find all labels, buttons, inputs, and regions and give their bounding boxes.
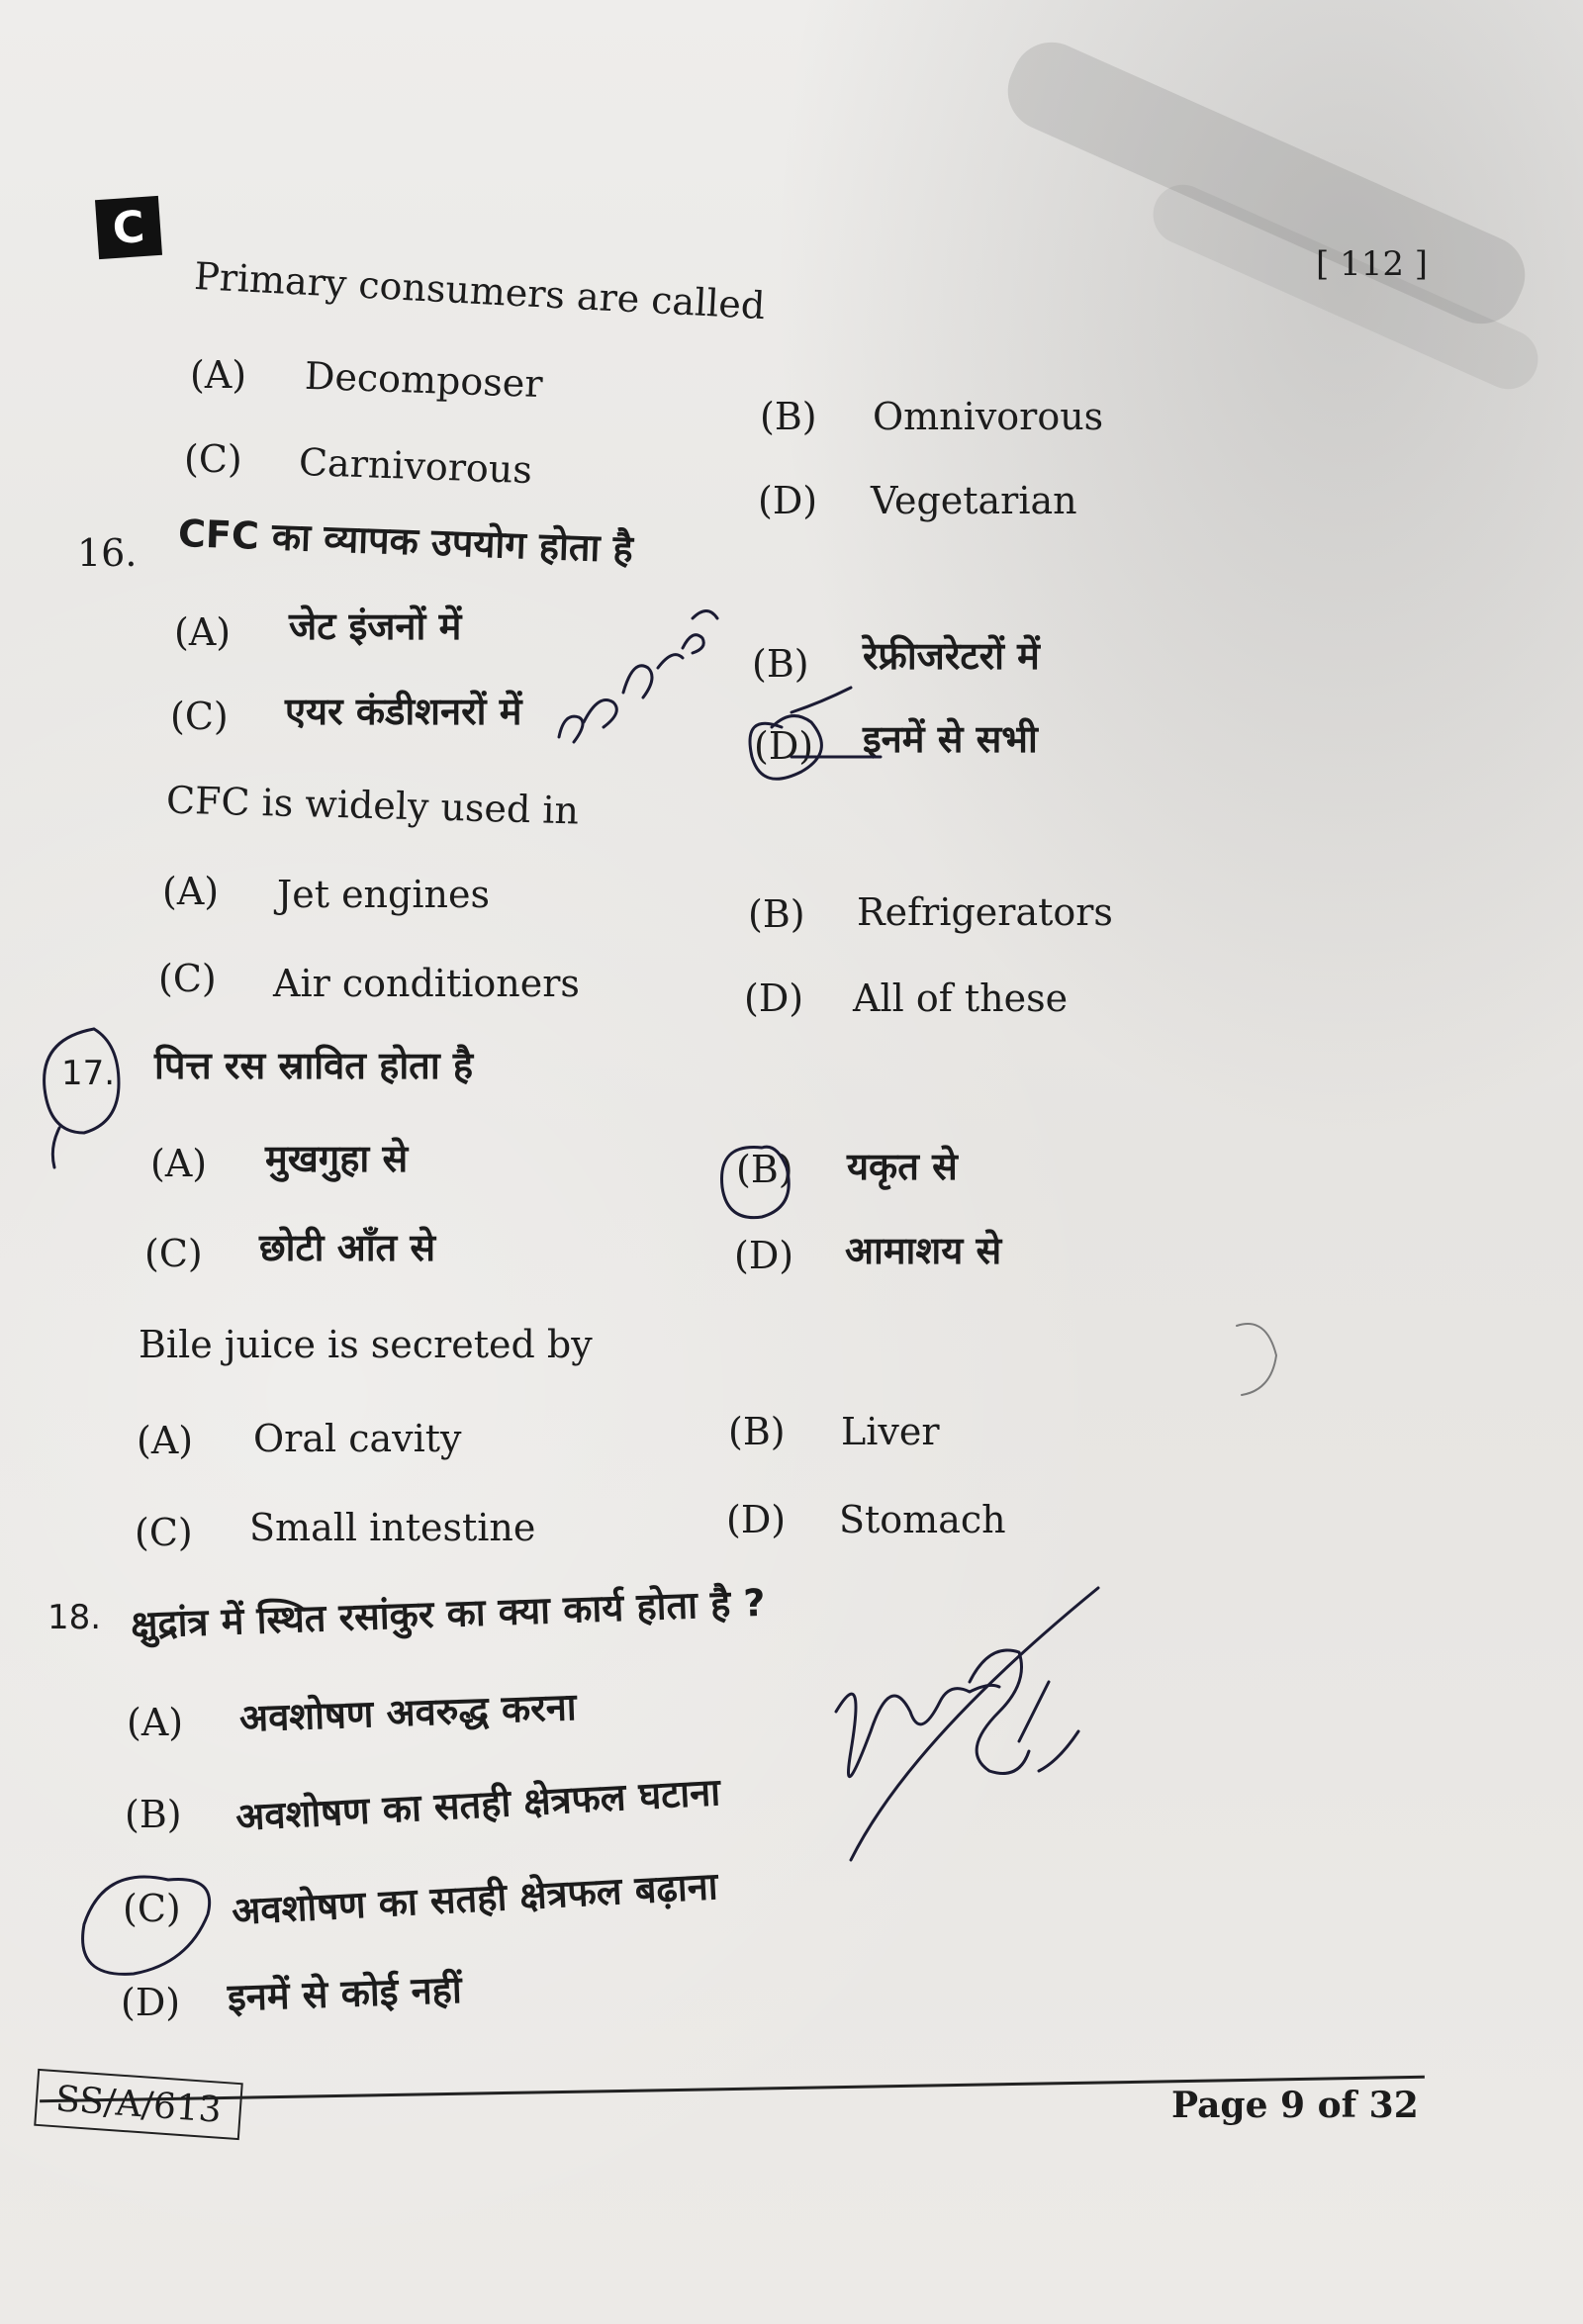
q15-option-a-text: Decomposer — [304, 353, 544, 407]
q17-option-b-label: (B) — [736, 1148, 793, 1191]
q16-option-c-en: Air conditioners — [273, 962, 580, 1005]
answer-circle-q17 — [722, 1147, 790, 1217]
q17-option-c-hi: छोटी आँत से — [259, 1226, 436, 1269]
q18-option-b-label: (B) — [125, 1793, 182, 1836]
q15-option-d-text: Vegetarian — [871, 479, 1077, 522]
section-badge: C — [95, 196, 162, 259]
q16-question-en: CFC is widely used in — [165, 778, 580, 833]
paper-code: [ 112 ] — [1316, 244, 1429, 284]
q18-question-hi: क्षुद्रांत्र में स्थित रसांकुर का क्या कार्य होता है ? — [130, 1580, 767, 1647]
question-circle-q17 — [45, 1029, 119, 1167]
q16-option-a-label: (A) — [174, 610, 232, 654]
scribble-q16 — [559, 611, 717, 743]
q17-question-en: Bile juice is secreted by — [139, 1323, 593, 1366]
q15-option-a-label: (A) — [190, 353, 247, 397]
q16-option-a-label-en: (A) — [162, 870, 220, 913]
q18-option-a-label: (A) — [127, 1701, 184, 1744]
q16-question-hi: CFC का व्यापक उपयोग होता है — [177, 511, 634, 572]
q16-number: 16. — [77, 531, 138, 575]
q17-option-a-hi: मुखगुहा से — [265, 1137, 409, 1180]
q18-option-c-hi: अवशोषण का सतही क्षेत्रफल बढ़ाना — [231, 1864, 719, 1933]
q17-option-b-en: Liver — [841, 1410, 940, 1453]
q17-option-c-en: Small intestine — [249, 1506, 536, 1549]
q16-option-d-hi: इनमें से सभी — [863, 717, 1038, 761]
q16-option-d-label-en: (D) — [744, 976, 804, 1020]
q17-number: 17. — [61, 1054, 116, 1093]
q16-option-d-label: (D) — [754, 724, 814, 768]
q15-option-b-text: Omnivorous — [873, 395, 1104, 438]
q16-option-a-en: Jet engines — [277, 873, 490, 916]
q17-question-hi: पित्त रस स्रावित होता है — [154, 1044, 474, 1087]
booklet-code: SS/A/613 — [34, 2069, 243, 2140]
q15-option-c-text: Carnivorous — [298, 439, 533, 493]
q17-option-c-label: (C) — [144, 1232, 203, 1275]
q18-option-b-hi: अवशोषण का सतही क्षेत्रफल घटाना — [234, 1770, 722, 1839]
q16-option-c-label-en: (C) — [158, 957, 217, 1000]
q17-option-d-label: (D) — [734, 1234, 794, 1277]
q16-option-b-hi: रेफ्रीजरेटरों में — [863, 634, 1040, 678]
q17-option-b-label-en: (B) — [728, 1410, 786, 1453]
q15-option-b-label: (B) — [760, 395, 817, 438]
pencil-mark — [1237, 1324, 1276, 1395]
q18-option-a-hi: अवशोषण अवरुद्ध करना — [238, 1685, 578, 1740]
q17-option-d-hi: आमाशय से — [845, 1229, 1002, 1272]
answer-tick-q16 — [792, 688, 881, 757]
q17-option-d-en: Stomach — [839, 1498, 1006, 1541]
answer-circle-q16 — [750, 716, 821, 780]
q17-option-c-label-en: (C) — [135, 1511, 193, 1554]
q16-option-c-label: (C) — [170, 695, 229, 738]
q17-option-a-label: (A) — [150, 1142, 208, 1185]
q18-option-d-label: (D) — [121, 1981, 181, 2024]
q18-number: 18. — [47, 1598, 102, 1637]
q17-option-d-label-en: (D) — [726, 1498, 787, 1541]
q18-option-d-hi: इनमें से कोई नहीं — [227, 1967, 463, 2020]
q15-option-d-label: (D) — [758, 479, 818, 522]
q16-option-b-label: (B) — [752, 642, 809, 686]
q16-option-c-hi: एयर कंडीशनरों में — [285, 690, 522, 733]
q16-option-d-en: All of these — [853, 976, 1069, 1020]
q17-option-b-hi: यकृत से — [847, 1145, 958, 1188]
answer-circle-q18 — [83, 1877, 210, 1974]
q17-option-a-en: Oral cavity — [253, 1417, 462, 1460]
q18-option-c-label: (C) — [123, 1887, 181, 1930]
page-number: Page 9 of 32 — [1171, 2085, 1419, 2126]
q17-option-a-label-en: (A) — [137, 1419, 194, 1462]
q16-option-b-label-en: (B) — [748, 892, 805, 936]
q16-option-a-hi: जेट इंजनों में — [289, 604, 462, 648]
signature — [836, 1588, 1098, 1860]
q15-option-c-label: (C) — [184, 437, 242, 481]
q16-option-b-en: Refrigerators — [857, 890, 1113, 934]
q15-question-en: Primary consumers are called — [193, 253, 767, 328]
